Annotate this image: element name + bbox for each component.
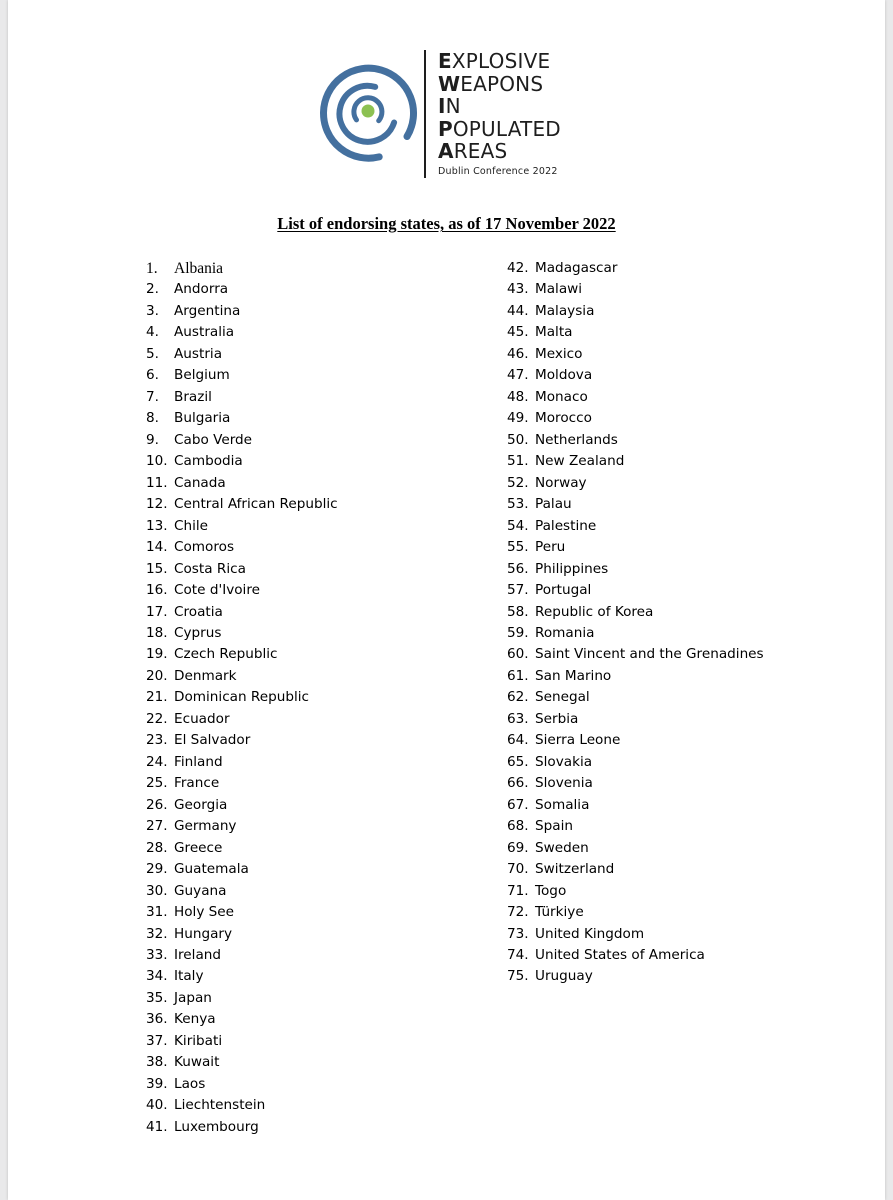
item-number: 56. [507, 560, 529, 577]
item-number: 36. [146, 1011, 168, 1028]
item-number: 53. [507, 496, 529, 513]
state-name: Monaco [535, 388, 588, 405]
state-name: Republic of Korea [535, 603, 654, 620]
state-list-item [146, 494, 338, 515]
item-number: 48. [507, 388, 529, 405]
logo-word-weapons: WEAPONS [438, 71, 544, 96]
item-number: 16. [146, 582, 168, 599]
state-list-item [146, 816, 338, 837]
item-number: 50. [507, 431, 529, 448]
state-name: Türkiye [535, 904, 584, 921]
state-name: Norway [535, 474, 587, 491]
state-name: Cabo Verde [174, 431, 253, 448]
item-number: 28. [146, 839, 168, 856]
item-number: 40. [146, 1097, 168, 1114]
state-list-item [507, 816, 764, 837]
state-list-item [146, 988, 338, 1009]
state-list-item [507, 387, 764, 408]
state-list-item [146, 1074, 338, 1095]
item-number: 71. [507, 882, 529, 899]
state-name: Laos [174, 1075, 206, 1092]
state-name: Germany [174, 818, 237, 835]
state-list-item [146, 795, 338, 816]
item-number: 32. [146, 925, 168, 942]
logo-subtitle: Dublin Conference 2022 [438, 165, 558, 177]
state-name: Greece [174, 839, 223, 856]
state-name: Guyana [174, 882, 227, 899]
state-list-item [146, 1117, 338, 1138]
state-list-item [146, 451, 338, 472]
state-name: Malaysia [535, 302, 595, 319]
state-list-item [146, 365, 338, 386]
state-name: Andorra [174, 281, 229, 298]
item-number: 54. [507, 517, 529, 534]
state-name: Palau [535, 496, 572, 513]
item-number: 72. [507, 904, 529, 921]
state-name: Costa Rica [174, 560, 246, 577]
states-list-left-column [146, 258, 338, 1138]
state-list-item [507, 881, 764, 902]
state-list-item [146, 709, 338, 730]
item-number: 4. [146, 324, 159, 341]
item-number: 23. [146, 732, 168, 749]
state-list-item [146, 902, 338, 923]
item-number: 31. [146, 904, 168, 921]
state-list-item [146, 838, 338, 859]
item-number: 26. [146, 796, 168, 813]
state-list-item [146, 559, 338, 580]
item-number: 65. [507, 753, 529, 770]
state-name: Canada [174, 474, 226, 491]
state-list-item [146, 430, 338, 451]
state-name: Chile [174, 517, 209, 534]
state-name: Ireland [174, 947, 222, 963]
state-list-item [146, 602, 338, 623]
state-name: New Zealand [535, 453, 625, 470]
state-name: Belgium [174, 367, 230, 384]
logo-divider [424, 50, 426, 178]
state-name: Argentina [174, 302, 241, 319]
state-name: Bulgaria [174, 410, 231, 427]
state-list-item [507, 730, 764, 751]
ewipa-logo [318, 50, 578, 180]
state-list-item [507, 902, 764, 923]
item-number: 18. [146, 624, 168, 641]
state-name: Ecuador [174, 710, 230, 727]
state-list-item [507, 301, 764, 322]
item-number: 49. [507, 410, 529, 427]
item-number: 74. [507, 947, 529, 963]
state-name: Australia [174, 324, 235, 341]
state-name: Cambodia [174, 453, 243, 470]
state-list-item [146, 859, 338, 880]
item-number: 47. [507, 367, 529, 384]
item-number: 55. [507, 539, 529, 556]
item-number: 25. [146, 775, 168, 792]
item-number: 27. [146, 818, 168, 835]
state-list-item [507, 537, 764, 558]
state-list-item [146, 322, 338, 343]
item-number: 2. [146, 281, 159, 298]
state-name: El Salvador [174, 732, 251, 749]
state-list-item [146, 1052, 338, 1073]
item-number: 15. [146, 560, 168, 577]
state-list-item [146, 258, 338, 279]
state-name: Georgia [174, 796, 228, 813]
states-list-right-column [507, 258, 764, 988]
item-number: 44. [507, 302, 529, 319]
item-number: 35. [146, 989, 168, 1006]
item-number: 75. [507, 968, 529, 985]
item-number: 51. [507, 453, 529, 470]
state-name: Italy [174, 968, 204, 985]
item-number: 58. [507, 603, 529, 620]
state-list-item [146, 387, 338, 408]
state-name: Kuwait [174, 1054, 220, 1071]
state-list-item [507, 430, 764, 451]
item-number: 68. [507, 818, 529, 835]
state-list-item [146, 730, 338, 751]
item-number: 8. [146, 410, 159, 427]
item-number: 57. [507, 582, 529, 599]
state-list-item [507, 773, 764, 794]
state-name: Croatia [174, 603, 223, 620]
state-name: Kenya [174, 1011, 216, 1028]
state-list-item [507, 322, 764, 343]
state-list-item [507, 666, 764, 687]
state-name: Netherlands [535, 431, 618, 448]
state-list-item [146, 301, 338, 322]
state-list-item [507, 258, 764, 279]
state-list-item [146, 408, 338, 429]
state-name: Albania [174, 260, 224, 277]
state-name: Portugal [535, 582, 592, 599]
state-name: Austria [174, 345, 223, 362]
state-list-item [507, 344, 764, 365]
state-list-item [507, 945, 764, 966]
state-list-item [507, 859, 764, 880]
state-name: Cote d'Ivoire [174, 582, 260, 599]
state-list-item [507, 451, 764, 472]
state-name: Moldova [535, 367, 593, 384]
state-name: San Marino [535, 667, 612, 684]
state-name: Japan [174, 989, 212, 1006]
state-list-item [507, 559, 764, 580]
state-list-item [146, 773, 338, 794]
item-number: 22. [146, 710, 168, 727]
item-number: 43. [507, 281, 529, 298]
state-name: Malta [535, 324, 573, 341]
concentric-rings-icon [318, 64, 418, 164]
state-list-item [146, 881, 338, 902]
item-number: 30. [146, 882, 168, 899]
state-name: Somalia [535, 796, 590, 813]
state-name: Serbia [535, 710, 579, 727]
state-name: Central African Republic [174, 496, 338, 513]
item-number: 62. [507, 689, 529, 706]
state-name: Brazil [174, 388, 212, 405]
item-number: 39. [146, 1075, 168, 1092]
item-number: 63. [507, 710, 529, 727]
state-name: Holy See [174, 904, 235, 921]
state-list-item [146, 1031, 338, 1052]
logo-word-areas: AREAS [438, 139, 508, 163]
state-list-item [146, 1095, 338, 1116]
state-name: Luxembourg [174, 1118, 259, 1135]
item-number: 38. [146, 1054, 168, 1071]
document-title: List of endorsing states, as of 17 November 2022 [277, 214, 616, 233]
state-list-item [507, 752, 764, 773]
state-name: United States of America [535, 947, 705, 963]
item-number: 59. [507, 624, 529, 641]
item-number: 61. [507, 667, 529, 684]
item-number: 42. [507, 260, 529, 276]
item-number: 1. [146, 260, 158, 277]
state-list-item [507, 408, 764, 429]
item-number: 6. [146, 367, 159, 384]
state-list-item [507, 709, 764, 730]
item-number: 69. [507, 839, 529, 856]
state-name: Saint Vincent and the Grenadines [535, 646, 764, 663]
state-list-item [507, 924, 764, 945]
state-name: Denmark [174, 667, 237, 684]
item-number: 11. [146, 474, 168, 491]
state-name: Sierra Leone [535, 732, 621, 749]
state-list-item [146, 666, 338, 687]
state-list-item [146, 924, 338, 945]
item-number: 70. [507, 861, 529, 878]
item-number: 64. [507, 732, 529, 749]
item-number: 67. [507, 796, 529, 813]
state-name: Togo [535, 882, 567, 899]
item-number: 14. [146, 539, 168, 556]
state-name: Palestine [535, 517, 597, 534]
state-list-item [507, 644, 764, 665]
item-number: 9. [146, 431, 159, 448]
state-list-item [146, 537, 338, 558]
item-number: 21. [146, 689, 168, 706]
state-name: Peru [535, 539, 566, 556]
state-name: Morocco [535, 410, 592, 427]
logo-word-in: IN [438, 94, 461, 118]
item-number: 60. [507, 646, 529, 663]
state-name: Senegal [535, 689, 590, 706]
state-name: Liechtenstein [174, 1097, 266, 1114]
state-name: Czech Republic [174, 646, 278, 663]
state-list-item [146, 687, 338, 708]
state-list-item [146, 623, 338, 644]
state-name: Cyprus [174, 624, 222, 641]
state-list-item [507, 473, 764, 494]
state-list-item [507, 279, 764, 300]
center-dot [362, 105, 375, 118]
state-list-item [146, 473, 338, 494]
state-name: Romania [535, 624, 595, 641]
state-name: Slovakia [535, 753, 593, 770]
state-list-item [507, 516, 764, 537]
item-number: 3. [146, 302, 159, 319]
state-name: Spain [535, 818, 573, 835]
state-list-item [507, 966, 764, 987]
item-number: 10. [146, 453, 168, 470]
logo-word-explosive: EXPLOSIVE [438, 49, 551, 73]
state-list-item [507, 365, 764, 386]
state-list-item [146, 279, 338, 300]
state-list-item [507, 795, 764, 816]
item-number: 13. [146, 517, 168, 534]
item-number: 46. [507, 345, 529, 362]
item-number: 12. [146, 496, 168, 513]
state-name: Slovenia [535, 775, 593, 792]
item-number: 20. [146, 667, 168, 684]
item-number: 34. [146, 968, 168, 985]
logo-word-populated: POPULATED [438, 116, 561, 141]
state-list-item [507, 580, 764, 601]
state-list-item [507, 687, 764, 708]
state-name: France [174, 775, 220, 792]
state-list-item [507, 623, 764, 644]
state-name: Dominican Republic [174, 689, 310, 706]
state-name: Kiribati [174, 1032, 223, 1049]
state-name: Guatemala [174, 861, 249, 878]
state-list-item [146, 644, 338, 665]
item-number: 52. [507, 474, 529, 491]
state-list-item [507, 494, 764, 515]
state-name: Switzerland [535, 861, 615, 878]
state-list-item [146, 752, 338, 773]
item-number: 17. [146, 603, 168, 620]
state-list-item [146, 344, 338, 365]
state-name: United Kingdom [535, 925, 645, 942]
state-name: Philippines [535, 560, 609, 577]
state-list-item [146, 966, 338, 987]
state-name: Finland [174, 753, 223, 770]
item-number: 29. [146, 861, 168, 878]
state-name: Mexico [535, 345, 583, 362]
item-number: 7. [146, 388, 159, 405]
state-name: Hungary [174, 925, 233, 942]
item-number: 66. [507, 775, 529, 792]
state-name: Malawi [535, 281, 583, 298]
state-list-item [146, 945, 338, 966]
state-name: Madagascar [535, 260, 618, 276]
item-number: 41. [146, 1118, 168, 1135]
item-number: 37. [146, 1032, 168, 1049]
state-list-item [507, 838, 764, 859]
item-number: 73. [507, 925, 529, 942]
state-name: Comoros [174, 539, 235, 556]
logo-wordmark [438, 50, 561, 178]
state-name: Uruguay [535, 968, 593, 985]
item-number: 19. [146, 646, 168, 663]
state-list-item [507, 602, 764, 623]
item-number: 45. [507, 324, 529, 341]
item-number: 5. [146, 345, 159, 362]
item-number: 24. [146, 753, 168, 770]
state-name: Sweden [535, 839, 589, 856]
item-number: 33. [146, 947, 168, 963]
state-list-item [146, 516, 338, 537]
state-list-item [146, 580, 338, 601]
state-list-item [146, 1009, 338, 1030]
